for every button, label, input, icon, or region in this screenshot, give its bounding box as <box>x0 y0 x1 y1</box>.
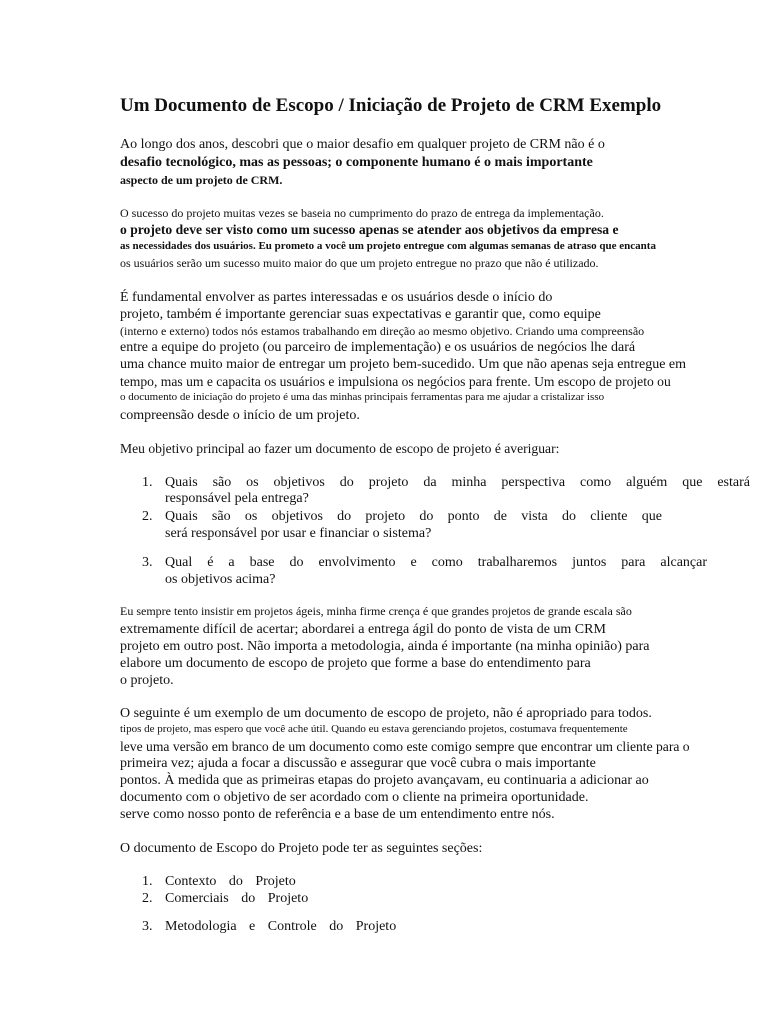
success-line-4: os usuários serão um sucesso muito maior do que um projeto entregue no prazo que não é utilizado. <box>120 256 599 270</box>
page-title: Um Documento de Escopo / Iniciação de Projeto de CRM Exemplo <box>120 95 662 116</box>
list-item-number: 2. <box>142 891 153 906</box>
agile-line-5: o projeto. <box>120 673 174 688</box>
example-line-5: pontos. À medida que as primeiras etapas do projeto avançavam, eu continuaria a adicionar ao <box>120 773 649 788</box>
intro-line-2: desafio tecnológico, mas as pessoas; o componente humano é o mais importante <box>120 155 593 170</box>
example-line-7: serve como nosso ponto de referência e a base de um entendimento entre nós. <box>120 807 555 822</box>
list-item-number: 3. <box>142 555 153 570</box>
list-item-text: Comerciais do Projeto <box>165 891 309 906</box>
objective-intro: Meu objetivo principal ao fazer um documento de escopo de projeto é averiguar: <box>120 441 560 456</box>
list-item-number: 2. <box>142 509 153 524</box>
list-item-text: Contexto do Projeto <box>165 874 296 889</box>
stakeholder-line-8: compreensão desde o início de um projeto. <box>120 408 360 423</box>
list-item-text: será responsável por usar e financiar o sistema? <box>165 526 432 541</box>
stakeholder-line-7: o documento de iniciação do projeto é uma das minhas principais ferramentas para me ajudar a cristalizar isso <box>120 391 605 403</box>
success-line-2: o projeto deve ser visto como um sucesso apenas se atender aos objetivos da empresa e <box>120 222 619 237</box>
example-line-6: documento com o objetivo de ser acordado com o cliente na primeira oportunidade. <box>120 790 589 805</box>
list-item-text: Quais são os objetivos do projeto do ponto de vista do cliente que <box>165 509 662 524</box>
list-item-number: 1. <box>142 874 153 889</box>
stakeholder-line-1: É fundamental envolver as partes interessadas e os usuários desde o início do <box>120 290 553 305</box>
intro-line-1: Ao longo dos anos, descobri que o maior desafio em qualquer projeto de CRM não é o <box>120 137 605 152</box>
list-item-text: Qual é a base do envolvimento e como trabalharemos juntos para alcançar <box>165 555 707 570</box>
example-line-3: leve uma versão em branco de um documento como este comigo sempre que encontrar um cliente para o <box>120 739 690 754</box>
agile-line-2: extremamente difícil de acertar; abordarei a entrega ágil do ponto de vista de um CRM <box>120 622 606 637</box>
agile-line-4: elabore um documento de escopo de projeto que forme a base do entendimento para <box>120 656 591 671</box>
list-item-number: 3. <box>142 919 153 934</box>
intro-line-3: aspecto de um projeto de CRM. <box>120 173 283 187</box>
success-line-3: as necessidades dos usuários. Eu prometo a você um projeto entregue com algumas semanas de atraso que encanta <box>120 240 656 252</box>
agile-line-3: projeto em outro post. Não importa a metodologia, ainda é importante (na minha opinião) para <box>120 639 650 654</box>
example-line-1: O seguinte é um exemplo de um documento de escopo de projeto, não é apropriado para todos. <box>120 706 652 721</box>
stakeholder-line-4: entre a equipe do projeto (ou parceiro de implementação) e os usuários de negócios lhe dará <box>120 340 636 355</box>
stakeholder-line-6: tempo, mas um e capacita os usuários e impulsiona os negócios para frente. Um escopo de projeto ou <box>120 374 671 389</box>
success-line-1: O sucesso do projeto muitas vezes se baseia no cumprimento do prazo de entrega da implementação. <box>120 206 604 220</box>
list-item-number: 1. <box>142 475 153 490</box>
stakeholder-line-5: uma chance muito maior de entregar um projeto bem-sucedido. Um que não apenas seja entregue em <box>120 357 687 372</box>
example-line-4: primeira vez; ajuda a focar a discussão e assegurar que você cubra o mais importante <box>120 756 596 771</box>
list-item-text: responsável pela entrega? <box>165 491 309 506</box>
stakeholder-line-2: projeto, também é importante gerenciar suas expectativas e garantir que, como equipe <box>120 307 601 322</box>
list-item-text: Quais são os objetivos do projeto da minha perspectiva como alguém que estará <box>165 475 750 490</box>
agile-line-1: Eu sempre tento insistir em projetos ágeis, minha firme crença é que grandes projetos de grande escala são <box>120 604 632 618</box>
stakeholder-line-3: (interno e externo) todos nós estamos trabalhando em direção ao mesmo objetivo. Criando uma compreensão <box>120 324 645 338</box>
sections-intro: O documento de Escopo do Projeto pode ter as seguintes seções: <box>120 841 483 856</box>
list-item-text: Metodologia e Controle do Projeto <box>165 919 397 934</box>
list-item-text: os objetivos acima? <box>165 572 276 587</box>
example-line-2: tipos de projeto, mas espero que você ache útil. Quando eu estava gerenciando projetos, costumava frequentemente <box>120 723 628 735</box>
